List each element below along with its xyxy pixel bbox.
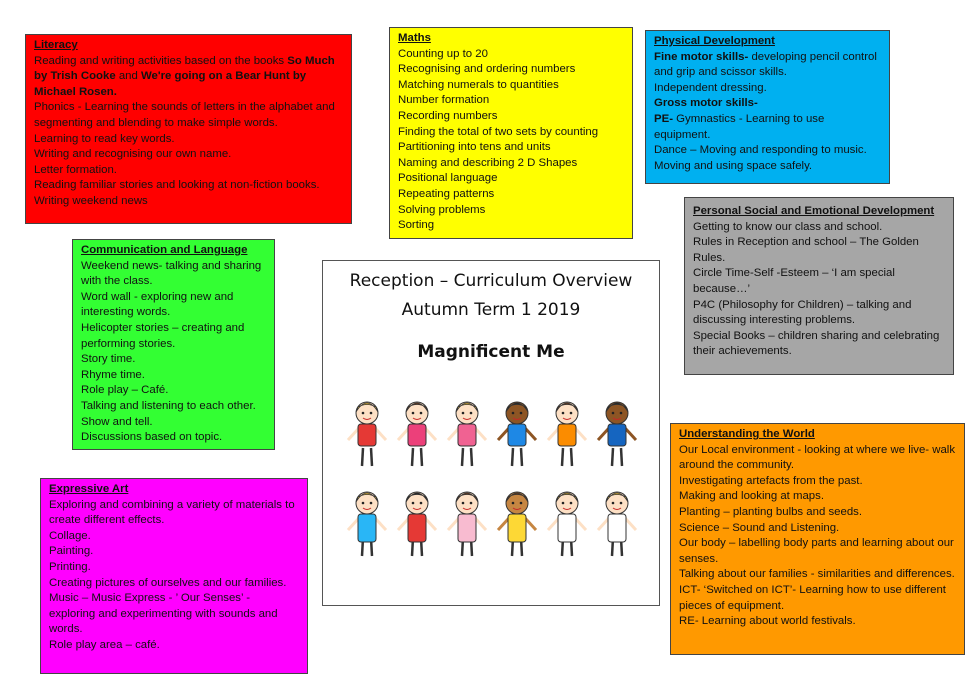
maths-item: Repeating patterns [398, 187, 495, 200]
understanding-item: Science – Sound and Listening. [679, 521, 840, 534]
expressive-item: Music – Music Express - ’ Our Senses’ - exploring and experimenting with sounds and words. [49, 592, 278, 636]
understanding-world-box [670, 423, 965, 655]
literacy-book-2: We're going on a Bear Hunt by Michael Rosen. [34, 70, 307, 98]
fine-motor-text: developing pencil control and grip and scissor skills. [654, 50, 877, 79]
pe-text: Gymnastics - Learning to use equipment. [654, 112, 825, 141]
pse-item: Special Books – children sharing and celebrating their achievements. [693, 329, 940, 358]
literacy-book-1: So Much by Trish Cooke [34, 54, 335, 83]
maths-item: Finding the total of two sets by counting [398, 125, 599, 138]
overview-title: Reception – Curriculum Overview [349, 271, 633, 291]
communication-item: Word wall - exploring new and interesting words. [81, 290, 234, 319]
maths-item: Matching numerals to quantities [398, 78, 559, 91]
child-figure [348, 402, 386, 466]
child-figure [548, 402, 586, 466]
communication-item: Helicopter stories – creating and performing stories. [81, 321, 245, 350]
expressive-art-box [40, 478, 308, 674]
pse-item: Getting to know our class and school. [693, 220, 883, 233]
child-figure [448, 402, 486, 466]
literacy-books-line [34, 54, 343, 101]
overview-term: Autumn Term 1 2019 [401, 300, 581, 320]
expressive-item: Collage. [49, 529, 91, 542]
communication-item: Weekend news- talking and sharing with the class. [81, 259, 262, 288]
fine-motor-label: Fine motor skills- [654, 50, 749, 63]
expressive-item: Role play area – café. [49, 638, 160, 651]
physical-title: Physical Development [654, 35, 775, 47]
communication-item: Discussions based on topic. [81, 431, 223, 444]
maths-item: Counting up to 20 [398, 47, 488, 60]
understanding-item: ICT- ‘Switched on ICT’- Learning how to use different pieces of equipment. [679, 583, 946, 612]
pe-label: PE- [654, 112, 673, 125]
pse-title: Personal Social and Emotional Development [693, 205, 935, 217]
child-figure [598, 492, 636, 556]
maths-item: Sorting [398, 219, 435, 232]
child-figure [348, 492, 386, 556]
literacy-title: Literacy [34, 39, 78, 51]
literacy-item: Phonics - Learning the sounds of letters in the alphabet and segmenting and blending to make simple words. [34, 101, 335, 129]
maths-item: Number formation [398, 94, 490, 107]
literacy-item: Learning to read key words. [34, 132, 175, 145]
understanding-item: RE- Learning about world festivals. [679, 615, 856, 628]
child-figure [448, 492, 486, 556]
pse-box [684, 197, 954, 375]
maths-box [389, 27, 633, 239]
physical-gross-motor [654, 96, 881, 112]
understanding-item: Making and looking at maps. [679, 490, 824, 503]
communication-item: Show and tell. [81, 415, 153, 428]
expressive-item: Exploring and combining a variety of materials to create different effects. [49, 498, 295, 527]
communication-item: Role play – Café. [81, 384, 169, 397]
understanding-item: Our Local environment - looking at where we live- walk around the community. [679, 443, 956, 472]
physical-fine-motor [654, 50, 881, 81]
understanding-title: Understanding the World [679, 428, 815, 440]
maths-item: Recording numbers [398, 109, 498, 122]
children-illustration [345, 395, 639, 575]
maths-item: Recognising and ordering numbers [398, 63, 576, 76]
maths-title: Maths [398, 32, 431, 44]
literacy-item: Writing and recognising our own name. [34, 148, 232, 161]
physical-dance: Dance – Moving and responding to music. [654, 144, 867, 157]
expressive-title: Expressive Art [49, 483, 129, 495]
physical-dressing: Independent dressing. [654, 81, 767, 94]
physical-development-box [645, 30, 890, 184]
understanding-item: Talking about our families - similarities and differences. [679, 568, 955, 581]
pse-item: P4C (Philosophy for Children) – talking and discussing interesting problems. [693, 298, 912, 327]
child-figure [498, 402, 536, 466]
understanding-item: Planting – planting bulbs and seeds. [679, 505, 863, 518]
child-figure [398, 402, 436, 466]
child-figure [598, 402, 636, 466]
pse-item: Circle Time-Self -Esteem – ‘I am special because…’ [693, 267, 895, 295]
expressive-item: Creating pictures of ourselves and our families. [49, 576, 287, 589]
expressive-item: Painting. [49, 545, 94, 558]
maths-item: Solving problems [398, 203, 486, 216]
literacy-books-and: and [115, 70, 141, 83]
gross-motor-label: Gross motor skills- [654, 97, 758, 110]
communication-item: Talking and listening to each other. [81, 399, 256, 412]
pse-item: Rules in Reception and school – The Golden Rules. [693, 236, 919, 264]
child-figure [498, 492, 536, 556]
physical-pe [654, 112, 881, 143]
understanding-item: Investigating artefacts from the past. [679, 474, 863, 487]
communication-title: Communication and Language [81, 244, 248, 256]
maths-item: Positional language [398, 172, 498, 185]
curriculum-title-card [322, 260, 660, 606]
child-figure [398, 492, 436, 556]
literacy-item: Writing weekend news [34, 194, 148, 207]
literacy-item: Reading familiar stories and looking at non-fiction books. [34, 179, 320, 192]
child-figure [548, 492, 586, 556]
expressive-item: Printing. [49, 560, 91, 573]
literacy-box [25, 34, 352, 224]
literacy-books-intro: Reading and writing activities based on the books [34, 54, 288, 67]
literacy-item: Letter formation. [34, 163, 117, 176]
overview-topic: Magnificent Me [417, 342, 565, 362]
understanding-item: Our body – labelling body parts and learning about our senses. [679, 537, 954, 565]
maths-item: Naming and describing 2 D Shapes [398, 156, 578, 169]
communication-language-box [72, 239, 275, 450]
maths-item: Partitioning into tens and units [398, 141, 551, 154]
communication-item: Rhyme time. [81, 368, 145, 381]
physical-moving: Moving and using space safely. [654, 159, 813, 172]
communication-item: Story time. [81, 353, 136, 366]
